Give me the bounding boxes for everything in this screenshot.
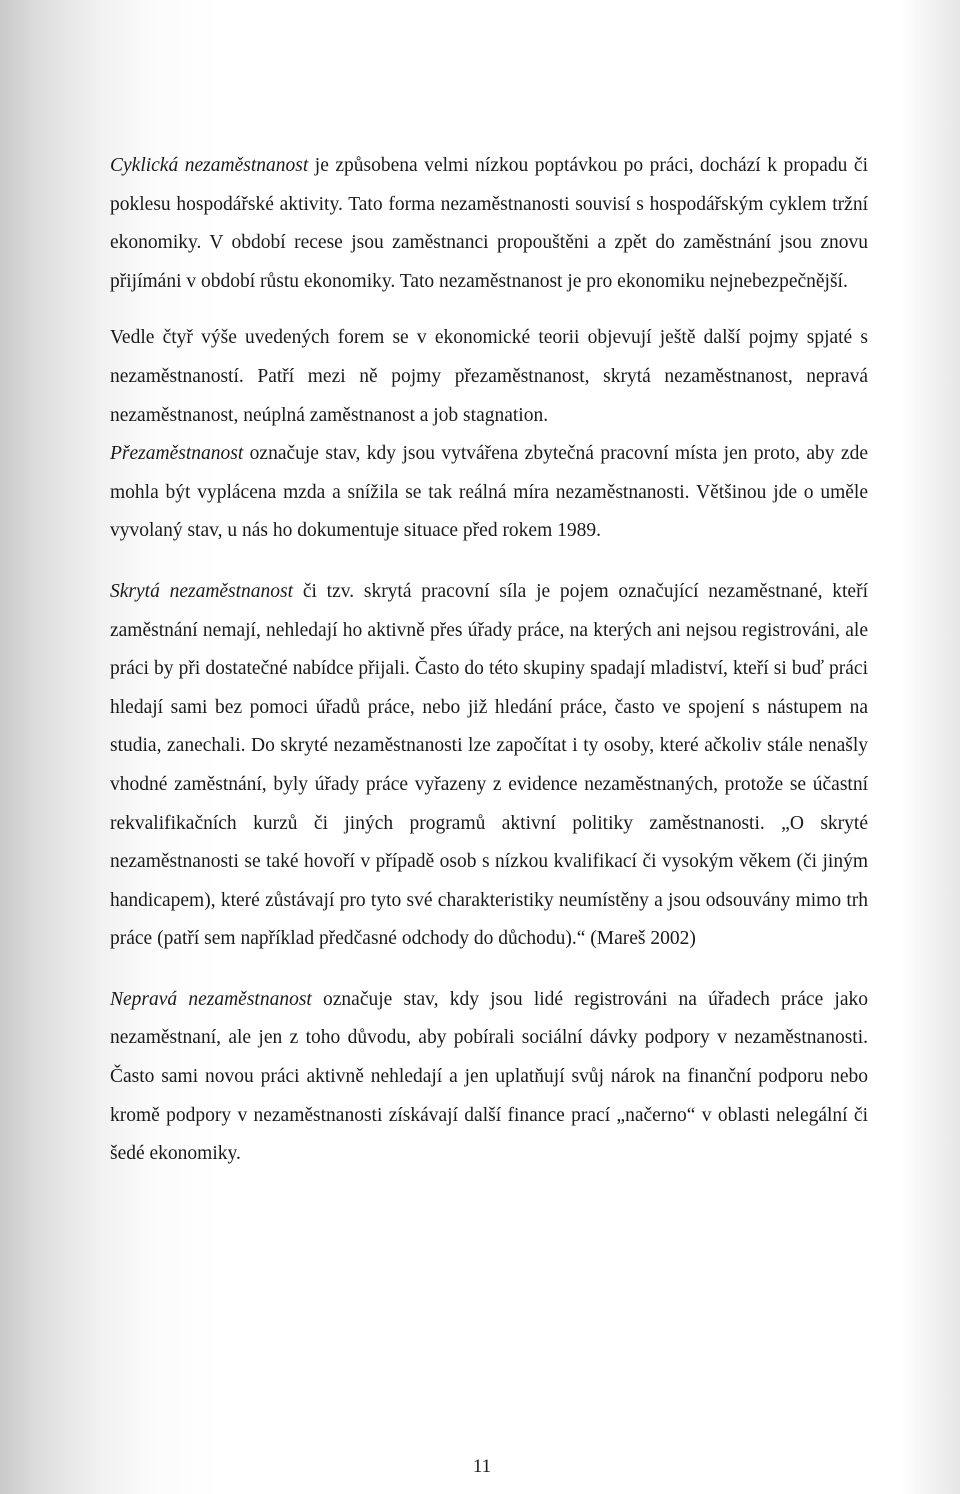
paragraph-cyclical-unemployment	[110, 147, 868, 301]
paragraph-text: je způsobena velmi nízkou poptávkou po práci, dochází k propadu či poklesu hospodářské aktivity. Tato forma nezaměstnanosti souvisí s hospodářským cyklem tržní ekonomiky. V období recese jsou zaměstnanci propouštěni a zpět do zaměstnání jsou znovu přijímáni v období růstu ekonomiky. Tato nezaměstnanost je pro ekonomiku nejnebezpečnější.	[110, 155, 868, 292]
paragraph-false-unemployment	[110, 981, 868, 1174]
paragraph-other-concepts	[110, 319, 868, 435]
paragraph-text: označuje stav, kdy jsou vytvářena zbytečná pracovní místa jen proto, aby zde mohla být vyplácena mzda a snížila se tak reálná míra nezaměstnanosti. Většinou jde o uměle vyvolaný stav, u nás ho dokumentuje situace před rokem 1989.	[110, 443, 868, 542]
body-text	[110, 147, 868, 1174]
term-cyclical-unemployment: Cyklická nezaměstnanost	[110, 155, 309, 176]
term-false-unemployment: Nepravá nezaměstnanost	[110, 988, 312, 1010]
paragraph-text: označuje stav, kdy jsou lidé registrováni na úřadech práce jako nezaměstnaní, ale jen z toho důvodu, aby pobírali sociální dávky podpory v nezaměstnanosti. Často sami novou práci aktivně nehledají a jen uplatňují svůj nárok na finanční podporu nebo kromě podpory v nezaměstnanosti získávají další finance prací „načerno“ v oblasti nelegální či šedé ekonomiky.	[110, 988, 869, 1165]
term-overemployment: Přezaměstnanost	[110, 443, 244, 465]
paragraph-text: Vedle čtyř výše uvedených forem se v ekonomické teorii objevují ještě další pojmy spjaté s nezaměstnaností. Patří mezi ně pojmy přezaměstnanost, skrytá nezaměstnanost, nepravá nezaměstnanost, neúplná zaměstnanost a job stagnation.	[110, 327, 868, 426]
page-number: 11	[472, 1456, 492, 1477]
term-hidden-unemployment: Skrytá nezaměstnanost	[110, 580, 294, 602]
paragraph-text: či tzv. skrytá pracovní síla je pojem označující nezaměstnané, kteří zaměstnání nemají, nehledají ho aktivně přes úřady práce, na kterých ani nejsou registrováni, ale práci by při dostatečné nabídce přijali. Často do této skupiny spadají mladiství, kteří si buď práci hledají sami bez pomoci úřadů práce, nebo již hledání práce, často ve spojení s nástupem na studia, zanechali. Do skryté nezaměstnanosti lze započítat i ty osoby, které ačkoliv stále nenašly vhodné zaměstnání, byly úřady práce vyřazeny z evidence nezaměstnaných, protože se účastní rekvalifikačních kurzů či jiných programů aktivní politiky zaměstnanosti. „O skryté nezaměstnanosti se také hovoří v případě osob s nízkou kvalifikací či vysokým věkem (či jiným handicapem), které zůstávají pro tyto své charakteristiky neumístěny a jsou odsouvány mimo trh práce (patří sem například předčasné odchody do důchodu).“ (Mareš 2002)	[110, 580, 868, 950]
paragraph-overemployment	[110, 435, 868, 551]
paragraph-hidden-unemployment	[110, 573, 868, 959]
scan-shadow	[900, 0, 960, 1494]
